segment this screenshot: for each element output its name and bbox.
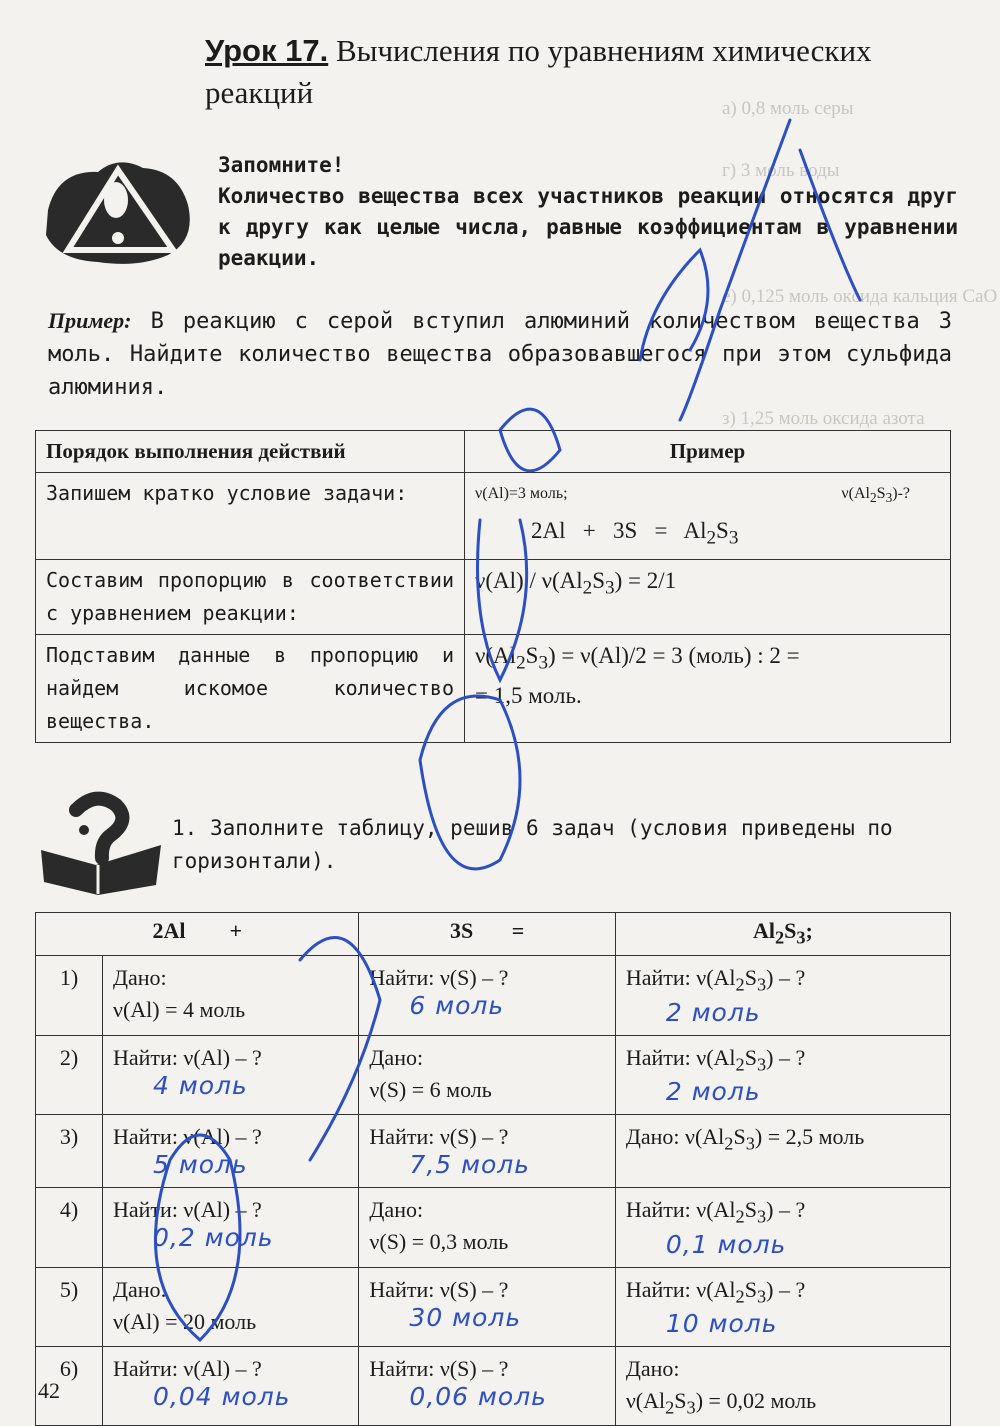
table-row [36, 1346, 951, 1425]
cell-text: Найти: ν(Al) – ? [113, 1355, 262, 1381]
example-text: В реакцию с серой вступил алюминий количеством вещества 3 моль. Найдите количество вещества образовавшегося при этом сульфида алюминия. [48, 309, 952, 400]
table-row [36, 1115, 951, 1188]
example-label: Пример: [48, 308, 132, 333]
cell-text: Найти: $\nu(Al_2S_3)$ – ? [625, 965, 806, 995]
cell-text: Найти: $\nu(Al_2S_3)$ – ? [625, 1044, 806, 1075]
cell-text: Найти: ν(S) – ? [369, 1355, 509, 1381]
cell-text: Найти: ν(S) – ? [369, 1276, 509, 1302]
step-text: Составим пропорцию в соответствии с уравнением реакции: [36, 559, 465, 634]
cell-text: 4) [59, 1197, 79, 1223]
handwritten-answer: 2 моль [665, 997, 761, 1027]
cell-text: Найти: ν(Al) – ? [113, 1197, 262, 1223]
step-example-line: = 1,5 моль. [475, 683, 582, 709]
handwritten-answer: 2 моль [665, 1077, 761, 1107]
table-cell [36, 1267, 103, 1346]
cell-text: 5) [59, 1276, 79, 1302]
step-example [465, 634, 951, 742]
handwritten-answer: 0,1 моль [665, 1229, 787, 1259]
steps-table [35, 430, 951, 743]
page-title [205, 30, 945, 114]
cell-text: Найти: ν(S) – ? [369, 965, 509, 991]
step-example: $\nu(Al) / \nu(Al_2S_3) = 2/1$ [465, 559, 951, 634]
question-book-icon [36, 790, 166, 895]
handwritten-answer: 0,04 моль [153, 1381, 291, 1411]
table-cell [103, 1035, 359, 1114]
table-cell [359, 1035, 615, 1114]
task-number: 1. [172, 816, 198, 840]
cell-text: 2) [59, 1044, 79, 1070]
table-cell [103, 1346, 359, 1425]
remember-heading: Запомните! [218, 153, 345, 177]
title-line-1: Вычисления по уравнениям химических [335, 33, 872, 68]
table-cell [615, 956, 950, 1035]
handwritten-answer: 5 моль [153, 1150, 248, 1180]
task-instruction [172, 812, 954, 878]
cell-text: Найти: ν(Al) – ? [113, 1044, 262, 1070]
table-row [36, 1035, 951, 1114]
table-cell [359, 1267, 615, 1346]
table-cell [103, 956, 359, 1035]
table-cell [36, 1115, 103, 1188]
table-cell [615, 1267, 950, 1346]
cell-text: Дано: $\nu(Al_2S_3) = 2,5$ моль [625, 1124, 865, 1154]
cell-text: Найти: ν(Al) – ? [113, 1124, 262, 1150]
cell-text: ν(Al) = 20 моль [113, 1308, 257, 1334]
handwritten-answer: 7,5 моль [409, 1150, 530, 1180]
header-al: 2Al + [36, 913, 359, 956]
table-cell [615, 1035, 950, 1114]
steps-col1-header: Порядок выполнения действий [36, 431, 465, 473]
table-cell [36, 956, 103, 1035]
handwritten-answer: 4 моль [153, 1070, 248, 1100]
header-product: $Al_2S_3$; [615, 913, 950, 956]
cell-text: ν(S) = 0,3 моль [369, 1229, 509, 1255]
table-cell [359, 956, 615, 1035]
handwritten-answer: 0,06 моль [409, 1381, 547, 1411]
handwritten-answer: 30 моль [409, 1302, 522, 1332]
cell-text: ν(S) = 6 моль [369, 1076, 492, 1102]
step-example [465, 473, 951, 560]
remember-text: Количество вещества всех участников реакции относятся друг к другу как целые числа, равные коэффициентам в уравнении реакции. [218, 184, 958, 270]
given-value: ν(Al)=3 моль; [475, 485, 568, 502]
cell-text: Дано: [113, 1276, 167, 1302]
table-row [36, 1188, 951, 1267]
cell-text: Найти: $\nu(Al_2S_3)$ – ? [625, 1197, 806, 1227]
exclamation-triangle-icon [38, 150, 198, 268]
cell-text: $\nu(Al_2S_3) = 0,02$ моль [625, 1387, 817, 1418]
lesson-number: Урок 17. [205, 33, 329, 68]
cell-text: Дано: [369, 1044, 424, 1070]
table-cell [36, 1035, 103, 1114]
page-number: 42 [38, 1378, 60, 1403]
table-cell [359, 1188, 615, 1267]
cell-text: 1) [59, 965, 79, 991]
table-cell [103, 1188, 359, 1267]
table-cell [36, 1188, 103, 1267]
task-table [35, 912, 951, 1426]
cell-text: 3) [59, 1124, 79, 1150]
table-cell [103, 1115, 359, 1188]
step-text: Запишем кратко условие задачи: [36, 473, 465, 560]
handwritten-answer: 10 моль [665, 1308, 778, 1338]
cell-text: Дано: [113, 965, 167, 991]
cell-text: ν(Al) = 4 моль [113, 997, 246, 1023]
steps-col2-header: Пример [465, 431, 951, 473]
table-row [36, 956, 951, 1035]
step-text: Подставим данные в пропорцию и найдем искомое количество вещества. [36, 634, 465, 742]
table-row [36, 1267, 951, 1346]
table-cell [359, 1346, 615, 1425]
cell-text: Дано: [369, 1197, 424, 1223]
table-cell [103, 1267, 359, 1346]
example-paragraph [48, 304, 952, 404]
bleed-through-line: з) 1,25 моль оксида азота [722, 408, 925, 429]
bleed-through-line: е) 0,125 моль оксида кальция CaO [722, 286, 998, 307]
step-example-line: $\nu(Al_2S_3) = \nu(Al)/2 = 3$ (моль) : 2 = [475, 642, 800, 674]
bleed-through-line: г) 3 моль воды [722, 160, 840, 181]
cell-text: Найти: $\nu(Al_2S_3)$ – ? [625, 1276, 806, 1306]
table-cell [615, 1115, 950, 1188]
cell-text: 6) [59, 1355, 79, 1381]
table-cell [615, 1346, 950, 1425]
table-cell [359, 1115, 615, 1188]
remember-box [218, 150, 958, 274]
cell-text: Найти: ν(S) – ? [369, 1124, 509, 1150]
equation: $2Al + 3S = Al_2S_3$ [531, 518, 739, 549]
header-s: 3S = [359, 913, 615, 956]
bleed-through-line: а) 0,8 моль серы [722, 98, 854, 119]
handwritten-answer: 0,2 моль [153, 1223, 274, 1253]
handwritten-answer: 6 моль [409, 991, 505, 1021]
table-cell [615, 1188, 950, 1267]
cell-text: Дано: [625, 1355, 680, 1381]
title-line-2: реакций [205, 75, 314, 110]
find-value: $\nu(Al_2S_3)-$? [841, 485, 910, 506]
task-text: Заполните таблицу, решив 6 задач (условия приведены по горизонтали). [172, 816, 893, 873]
